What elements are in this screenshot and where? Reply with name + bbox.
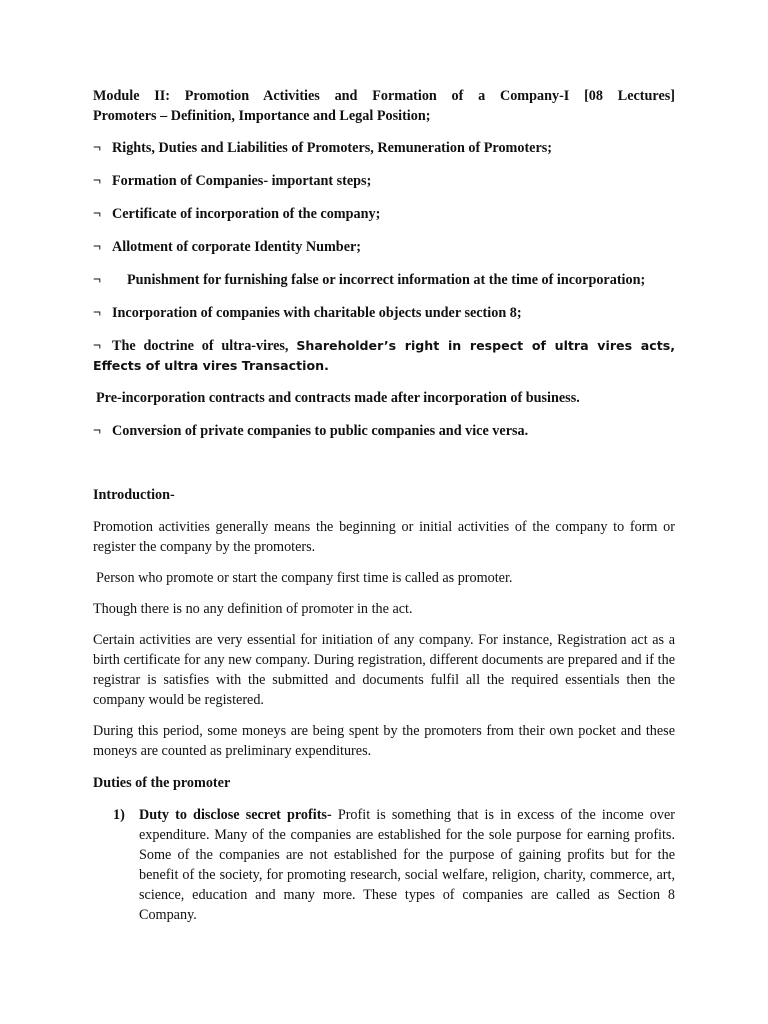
paragraph-preliminary-expenditures: During this period, some moneys are being spent by the promoters from their own pocket and these moneys are counted as preliminary expenditures. [93, 723, 675, 759]
bullet-mark: ¬ [93, 305, 102, 321]
topic-text: Incorporation of companies with charitable objects under section 8; [112, 305, 522, 321]
topic-punishment [93, 270, 675, 290]
duty-text: Profit is something that is in excess of the income over expenditure. Many of the companies are established for the sole purpose for earning profits. Some of the companies are not established for the purpose of gaining profits but for the benefit of the society, for promoting research, social welfare, religion, charity, commerce, art, science, education and many more. These types of companies are called as Section 8 Company. [139, 807, 675, 923]
topic-rights-duties [93, 138, 675, 158]
topic-formation [93, 171, 675, 191]
topic-certificate [93, 204, 675, 224]
duties-list [93, 805, 675, 925]
topic-text: Rights, Duties and Liabilities of Promoters, Remuneration of Promoters; [112, 140, 553, 156]
paragraph-registration: Certain activities are very essential for initiation of any company. For instance, Registration act as a birth certificate for any new company. During registration, different documents are prepared and if the registrar is satisfies with the submitted and documents fulfil all the required essentials then the company would be registered. [93, 632, 675, 708]
duty-title: Duty to disclose secret profits- [139, 807, 332, 823]
bullet-mark: ¬ [93, 173, 102, 189]
paragraph-promoter-definition: Person who promote or start the company first time is called as promoter. [96, 570, 513, 586]
bullet-mark: ¬ [93, 423, 102, 439]
topic-pre-incorporation: Pre-incorporation contracts and contracts made after incorporation of business. [96, 390, 580, 406]
topic-text: Punishment for furnishing false or incorrect information at the time of incorporation; [127, 272, 646, 288]
topic-conversion [93, 421, 675, 441]
bullet-mark: ¬ [93, 272, 102, 288]
module-heading-line2: Promoters – Definition, Importance and Legal Position; [93, 108, 431, 124]
topic-section8 [93, 303, 675, 323]
bullet-mark: ¬ [93, 239, 102, 255]
topic-text: Conversion of private companies to public companies and vice versa. [112, 423, 529, 439]
bullet-mark: ¬ [93, 140, 102, 156]
introduction-heading: Introduction- [93, 487, 175, 503]
topic-allotment [93, 237, 675, 257]
bullet-mark: ¬ [93, 338, 102, 354]
bullet-mark: ¬ [93, 206, 102, 222]
document-body [93, 86, 675, 925]
module-heading-line1: Module II: Promotion Activities and Formation of a Company-I [08 Lectures] [93, 88, 675, 104]
list-item [93, 805, 675, 925]
topic-text-continued: Shareholder’s right in respect of ultra vires acts, Effects of ultra vires Transaction. [93, 338, 676, 373]
topic-text: Allotment of corporate Identity Number; [112, 239, 362, 255]
paragraph-promotion-activities: Promotion activities generally means the beginning or initial activities of the company to form or register the company by the promoters. [93, 519, 675, 555]
topic-text: Formation of Companies- important steps; [112, 173, 372, 189]
list-number: 1) [113, 807, 125, 823]
topic-text: The doctrine of ultra-vires, [112, 338, 289, 354]
paragraph-no-definition: Though there is no any definition of promoter in the act. [93, 601, 413, 617]
duties-heading: Duties of the promoter [93, 775, 231, 791]
topic-ultra-vires [93, 336, 675, 376]
topic-text: Certificate of incorporation of the company; [112, 206, 381, 222]
